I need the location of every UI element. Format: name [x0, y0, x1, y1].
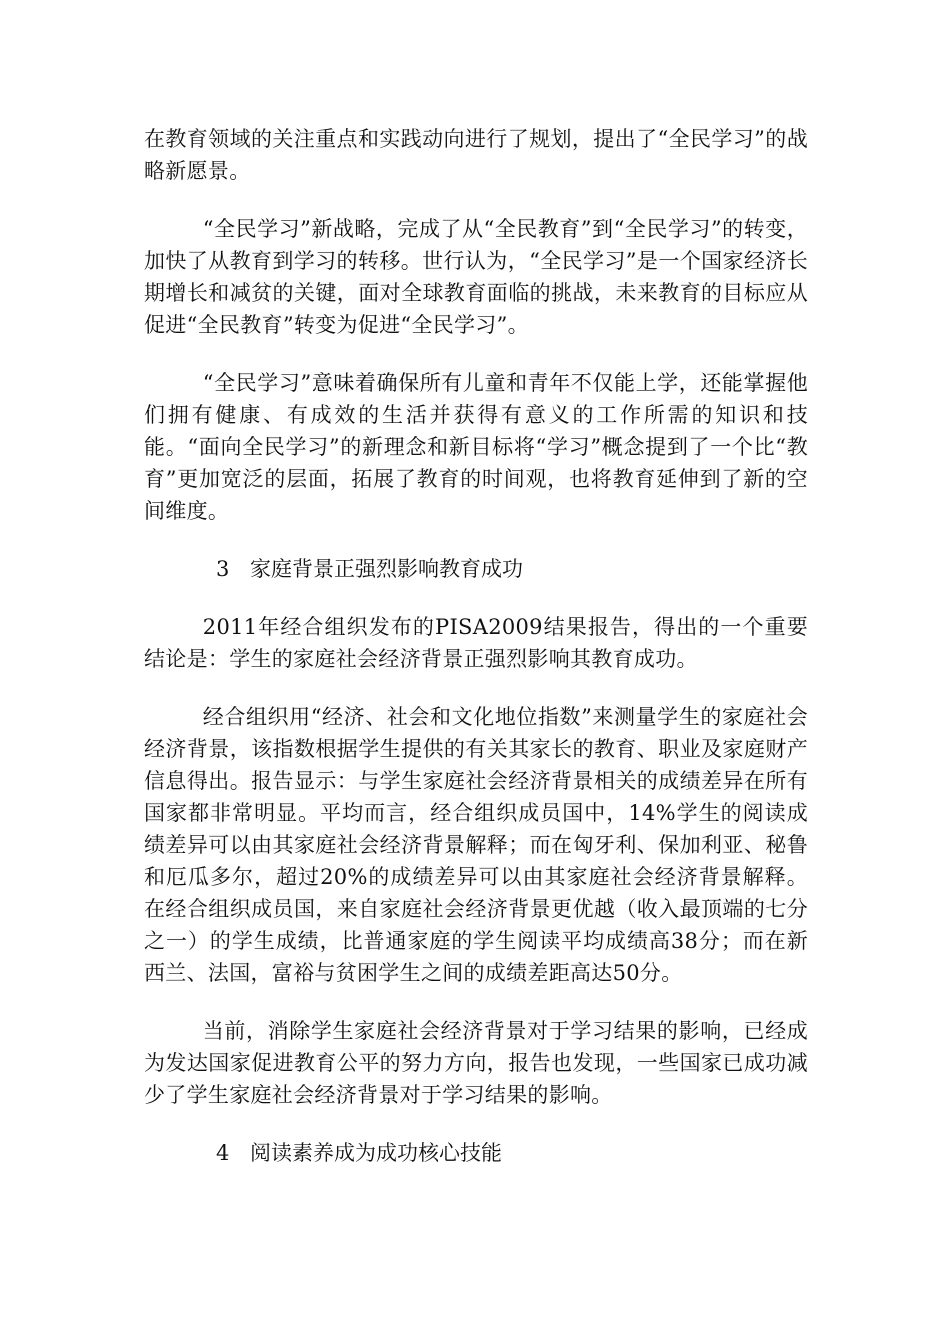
section-title: 阅读素养成为成功核心技能: [250, 1141, 502, 1165]
paragraph-6: 当前，消除学生家庭社会经济背景对于学习结果的影响，已经成为发达国家促进教育公平的努力方向，报告也发现，一些国家已成功减少了学生家庭社会经济背景对于学习结果的影响。: [144, 1019, 808, 1107]
paragraph-2: “全民学习”新战略，完成了从“全民教育”到“全民学习”的转变，加快了从教育到学习的转移。世行认为，“全民学习”是一个国家经济长期增长和减贫的关键，面对全球教育面临的挑战，未来教育的目标应从促进“全民教育”转变为促进“全民学习”。: [144, 217, 808, 337]
section-heading-4: [144, 1137, 808, 1169]
paragraph-5: 经合组织用“经济、社会和文化地位指数”来测量学生的家庭社会经济背景，该指数根据学生提供的有关其家长的教育、职业及家庭财产信息得出。报告显示：与学生家庭社会经济背景相关的成绩差异在所有国家都非常明显。平均而言，经合组织成员国中，14%学生的阅读成绩差异可以由其家庭社会经济背景解释；而在匈牙利、保加利亚、秘鲁和厄瓜多尔，超过20%的成绩差异可以由其家庭社会经济背景解释。在经合组织成员国，来自家庭社会经济背景更优越（收入最顶端的七分之一）的学生成绩，比普通家庭的学生阅读平均成绩高38分；而在新西兰、法国，富裕与贫困学生之间的成绩差距高达50分。: [144, 705, 808, 985]
paragraph-4: 2011年经合组织发布的PISA2009结果报告，得出的一个重要结论是：学生的家庭社会经济背景正强烈影响其教育成功。: [144, 615, 808, 671]
section-number: 4: [216, 1141, 230, 1165]
section-title: 家庭背景正强烈影响教育成功: [250, 557, 523, 581]
document-page: [144, 123, 808, 1195]
paragraph-3: “全民学习”意味着确保所有儿童和青年不仅能上学，还能掌握他们拥有健康、有成效的生活并获得有意义的工作所需的知识和技能。“面向全民学习”的新理念和新目标将“学习”概念提到了一个比“教育”更加宽泛的层面，拓展了教育的时间观，也将教育延伸到了新的空间维度。: [144, 371, 808, 523]
section-number: 3: [216, 557, 230, 581]
paragraph-1: 在教育领域的关注重点和实践动向进行了规划，提出了“全民学习”的战略新愿景。: [144, 127, 808, 183]
section-heading-3: [144, 553, 808, 585]
